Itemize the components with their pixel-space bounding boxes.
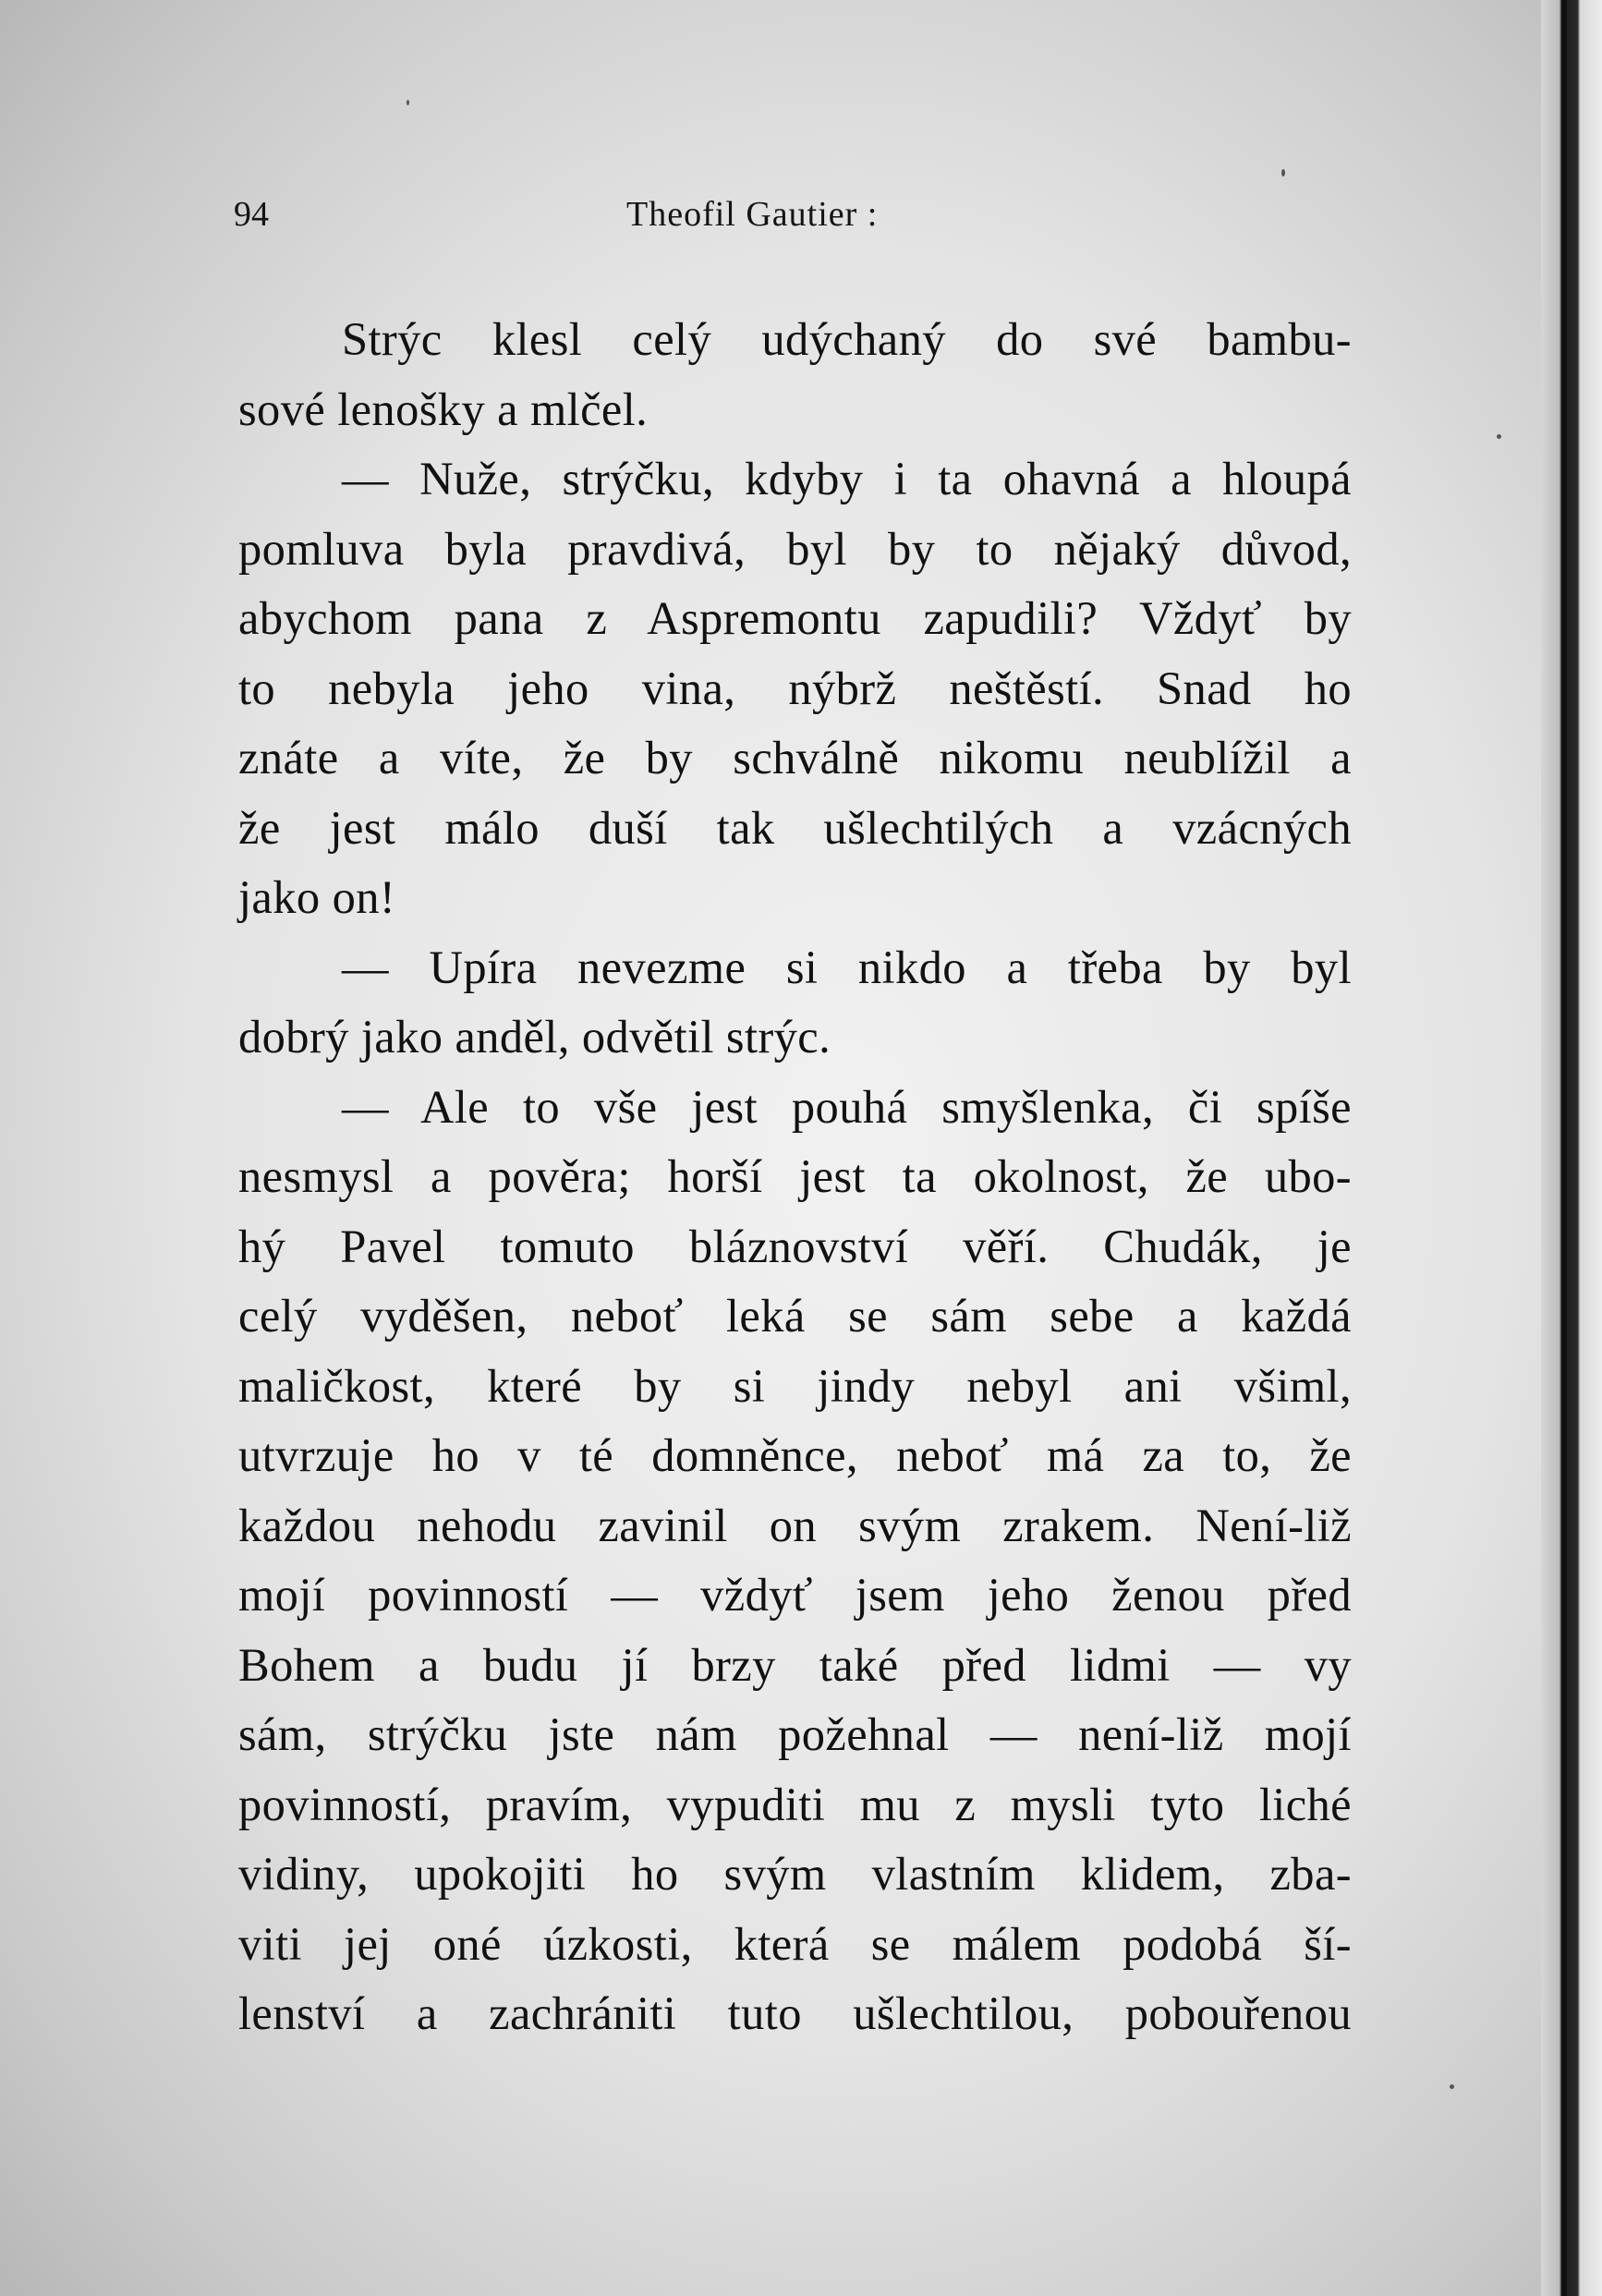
text-line: mojí povinností — vždyť jsem jeho ženou před bbox=[238, 1569, 1352, 1621]
paper-speck bbox=[407, 100, 409, 105]
text-line: že jest málo duší tak ušlechtilých a vzácných bbox=[238, 801, 1352, 854]
text-line: — Nuže, strýčku, kdyby i ta ohavná a hloupá bbox=[342, 453, 1352, 504]
text-line: hý Pavel tomuto bláznovství věří. Chudák, je bbox=[238, 1220, 1352, 1272]
page-gutter-shadow bbox=[1541, 0, 1602, 2296]
text-line: sám, strýčku jste nám požehnal — není-liž mojí bbox=[238, 1708, 1352, 1760]
text-line: maličkost, které by si jindy nebyl ani všiml, bbox=[238, 1359, 1352, 1412]
text-line: to nebyla jeho vina, nýbrž neštěstí. Snad ho bbox=[238, 662, 1352, 714]
paper-speck bbox=[1450, 2084, 1454, 2089]
text-line: znáte a víte, že by schválně nikomu neublížil a bbox=[238, 732, 1352, 784]
text-line: Strýc klesl celý udýchaný do své bambu- bbox=[342, 313, 1352, 365]
text-line: sové lenošky a mlčel. bbox=[238, 383, 649, 435]
paper-speck bbox=[1281, 169, 1285, 176]
text-line: vidiny, upokojiti ho svým vlastním klidem, zba- bbox=[238, 1848, 1352, 1900]
text-line: dobrý jako anděl, odvětil strýc. bbox=[238, 1011, 831, 1063]
text-line: — Upíra nevezme si nikdo a třeba by byl bbox=[342, 941, 1352, 993]
body-text bbox=[238, 305, 1352, 2049]
paper-speck bbox=[1497, 434, 1501, 439]
text-line: každou nehodu zavinil on svým zrakem. Není-liž bbox=[238, 1499, 1352, 1551]
text-line: Bohem a budu jí brzy také před lidmi — vy bbox=[238, 1638, 1352, 1691]
text-line: nesmysl a pověra; horší jest ta okolnost, že ubo- bbox=[238, 1150, 1352, 1202]
text-line: viti jej oné úzkosti, která se málem podobá ší- bbox=[238, 1917, 1352, 1970]
text-line: utvrzuje ho v té domněnce, neboť má za to, že bbox=[238, 1429, 1352, 1481]
text-line: pomluva byla pravdivá, byl by to nějaký důvod, bbox=[238, 522, 1352, 575]
text-line: lenství a zachrániti tuto ušlechtilou, pobouřenou bbox=[238, 1987, 1352, 2039]
text-line: abychom pana z Aspremontu zapudili? Vždyť by bbox=[238, 592, 1352, 644]
text-line: — Ale to vše jest pouhá smyšlenka, či spíše bbox=[342, 1080, 1352, 1133]
page-edge-line bbox=[1561, 0, 1567, 2296]
text-line: povinností, pravím, vypuditi mu z mysli tyto liché bbox=[238, 1778, 1352, 1830]
text-line: jako on! bbox=[238, 871, 396, 923]
page-number: 94 bbox=[234, 195, 269, 234]
running-title: Theofil Gautier : bbox=[626, 195, 879, 234]
text-line: celý vyděšen, neboť leká se sám sebe a každá bbox=[238, 1290, 1352, 1342]
running-header bbox=[234, 194, 1342, 240]
